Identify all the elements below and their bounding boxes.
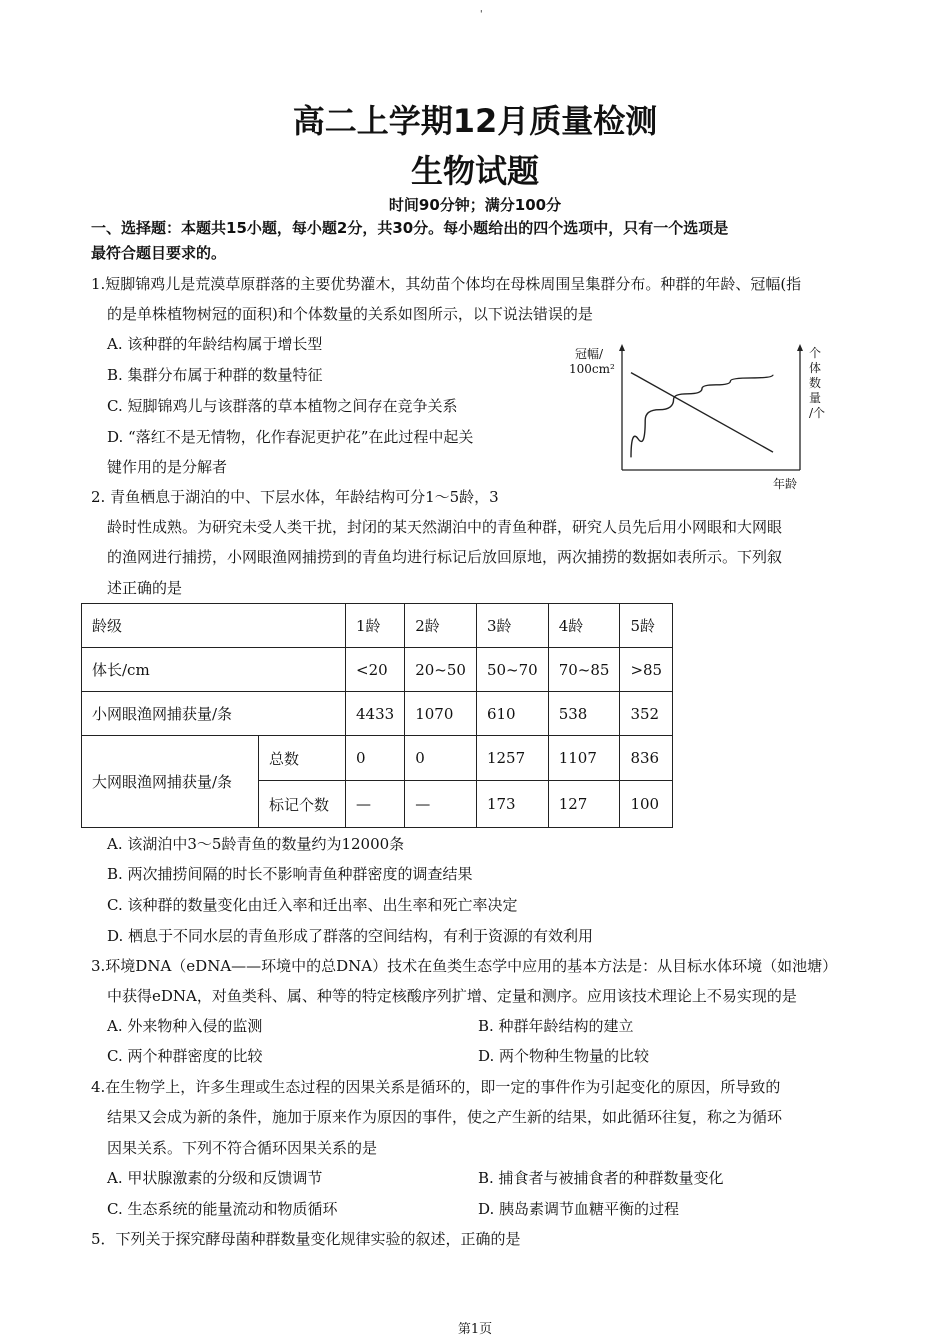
table-cell: 100 (620, 781, 673, 828)
q2-stem-line3: 的渔网进行捕捞，小网眼渔网捕捞到的青鱼均进行标记后放回原地，两次捕捞的数据如表所示。下列叙 (107, 548, 783, 566)
q1-stem-line1: 1.短脚锦鸡儿是荒漠草原群落的主要优势灌木，其幼苗个体均在母株周围呈集群分布。种群的年龄、冠幅(指 (91, 275, 802, 293)
y-right-char-2: 体 (809, 361, 822, 375)
q3-option-d: D. 两个物种生物量的比较 (478, 1047, 650, 1065)
table-cell: 50~70 (476, 648, 548, 692)
table-cell: 3龄 (476, 604, 548, 648)
q4-option-d: D. 胰岛素调节血糖平衡的过程 (478, 1200, 680, 1218)
q5-stem-line1: 5．下列关于探究酵母菌种群数量变化规律实验的叙述，正确的是 (91, 1230, 521, 1248)
x-axis-label: 年龄 (773, 477, 798, 491)
table-cell: 标记个数 (259, 781, 346, 828)
q1-option-a: A. 该种群的年龄结构属于增长型 (107, 335, 323, 353)
table-cell: — (405, 781, 477, 828)
y-right-char-5: /个 (809, 406, 826, 420)
q4-stem-line1: 4.在生物学上，许多生理或生态过程的因果关系是循环的，即一定的事件作为引起变化的原因，所导致的 (91, 1078, 781, 1096)
table-cell: 小网眼渔网捕获量/条 (82, 692, 346, 736)
q1-option-d-line2: 键作用的是分解者 (107, 458, 228, 476)
q2-option-c: C. 该种群的数量变化由迁入率和迁出率、出生率和死亡率决定 (107, 896, 518, 914)
q4-option-b: B. 捕食者与被捕食者的种群数量变化 (478, 1169, 724, 1187)
table-cell: 1070 (405, 692, 477, 736)
q3-option-b: B. 种群年龄结构的建立 (478, 1017, 634, 1035)
right-axis-arrow (797, 344, 803, 351)
q4-option-c: C. 生态系统的能量流动和物质循环 (107, 1200, 338, 1218)
q3-option-c: C. 两个种群密度的比较 (107, 1047, 263, 1065)
table-cell: 538 (548, 692, 620, 736)
table-cell: 4433 (346, 692, 405, 736)
table-cell: 龄级 (82, 604, 346, 648)
left-axis-arrow (619, 344, 625, 351)
q4-option-a: A. 甲状腺激素的分级和反馈调节 (107, 1169, 323, 1187)
y-left-label-2: 100cm² (569, 362, 615, 376)
table-cell: 0 (346, 736, 405, 781)
q4-stem-line3: 因果关系。下列不符合循环因果关系的是 (107, 1139, 378, 1157)
table-cell: 1龄 (346, 604, 405, 648)
exam-title: 高二上学期12月质量检测 (292, 102, 658, 140)
q2-stem-line2: 龄时性成熟。为研究未受人类干扰，封闭的某天然湖泊中的青鱼种群，研究人员先后用小网眼和大网眼 (107, 518, 783, 536)
q2-option-a: A. 该湖泊中3～5龄青鱼的数量约为12000条 (107, 835, 405, 853)
q3-stem-line2: 中获得eDNA，对鱼类科、属、种等的特定核酸序列扩增、定量和测序。应用该技术理论上不易实现的是 (107, 987, 797, 1005)
table-cell: 4龄 (548, 604, 620, 648)
table-cell: 173 (476, 781, 548, 828)
q2-stem-line4: 述正确的是 (107, 579, 183, 597)
top-mark: ' (480, 10, 483, 20)
table-cell: 5龄 (620, 604, 673, 648)
table-cell: 836 (620, 736, 673, 781)
table-cell: 610 (476, 692, 548, 736)
fish-data-table (81, 603, 673, 828)
table-cell: 1107 (548, 736, 620, 781)
q1-stem-line2: 的是单株植物树冠的面积)和个体数量的关系如图所示，以下说法错误的是 (107, 305, 593, 323)
q2-stem-line1: 2. 青鱼栖息于湖泊的中、下层水体，年龄结构可分1～5龄，3 (91, 488, 499, 506)
q3-option-a: A. 外来物种入侵的监测 (107, 1017, 263, 1035)
y-right-char-1: 个 (809, 346, 822, 360)
table-cell: <20 (346, 648, 405, 692)
table-row (82, 736, 673, 781)
q4-stem-line2: 结果又会成为新的条件，施加于原来作为原因的事件，使之产生新的结果，如此循环往复，称之为循环 (107, 1108, 783, 1126)
page-number: 第1页 (457, 1322, 493, 1337)
q1-option-c: C. 短脚锦鸡儿与该群落的草本植物之间存在竞争关系 (107, 397, 458, 415)
table-cell: 2龄 (405, 604, 477, 648)
table-cell: 127 (548, 781, 620, 828)
q2-option-d: D. 栖息于不同水层的青鱼形成了群落的空间结构，有利于资源的有效利用 (107, 927, 594, 945)
section-instruction-line1: 一、选择题：本题共15小题，每小题2分，共30分。每小题给出的四个选项中，只有一个选项是 (91, 219, 729, 237)
section-instruction-line2: 最符合题目要求的。 (91, 244, 227, 262)
table-row (82, 648, 673, 692)
table-cell: 总数 (259, 736, 346, 781)
time-info: 时间90分钟；满分100分 (388, 196, 562, 214)
y-right-char-3: 数 (809, 376, 822, 390)
age-chart (565, 340, 845, 495)
y-right-char-4: 量 (809, 391, 822, 405)
table-cell: 70~85 (548, 648, 620, 692)
table-cell: 0 (405, 736, 477, 781)
table-cell: >85 (620, 648, 673, 692)
exam-subject: 生物试题 (410, 152, 539, 190)
q2-option-b: B. 两次捕捞间隔的时长不影响青鱼种群密度的调查结果 (107, 865, 473, 883)
crown-width-curve (631, 375, 773, 458)
table-cell: — (346, 781, 405, 828)
y-left-label-1: 冠幅/ (575, 347, 604, 361)
table-row (82, 604, 673, 648)
q1-option-b: B. 集群分布属于种群的数量特征 (107, 366, 323, 384)
table-cell: 大网眼渔网捕获量/条 (82, 736, 259, 828)
individual-count-line (631, 373, 773, 453)
table-cell: 352 (620, 692, 673, 736)
table-cell: 20~50 (405, 648, 477, 692)
table-row (82, 692, 673, 736)
q3-stem-line1: 3.环境DNA（eDNA——环境中的总DNA）技术在鱼类生态学中应用的基本方法是：从目标水体环境（如池塘） (91, 957, 838, 975)
table-cell: 体长/cm (82, 648, 346, 692)
q1-option-d-line1: D. “落红不是无情物，化作春泥更护花”在此过程中起关 (107, 428, 474, 446)
table-cell: 1257 (476, 736, 548, 781)
